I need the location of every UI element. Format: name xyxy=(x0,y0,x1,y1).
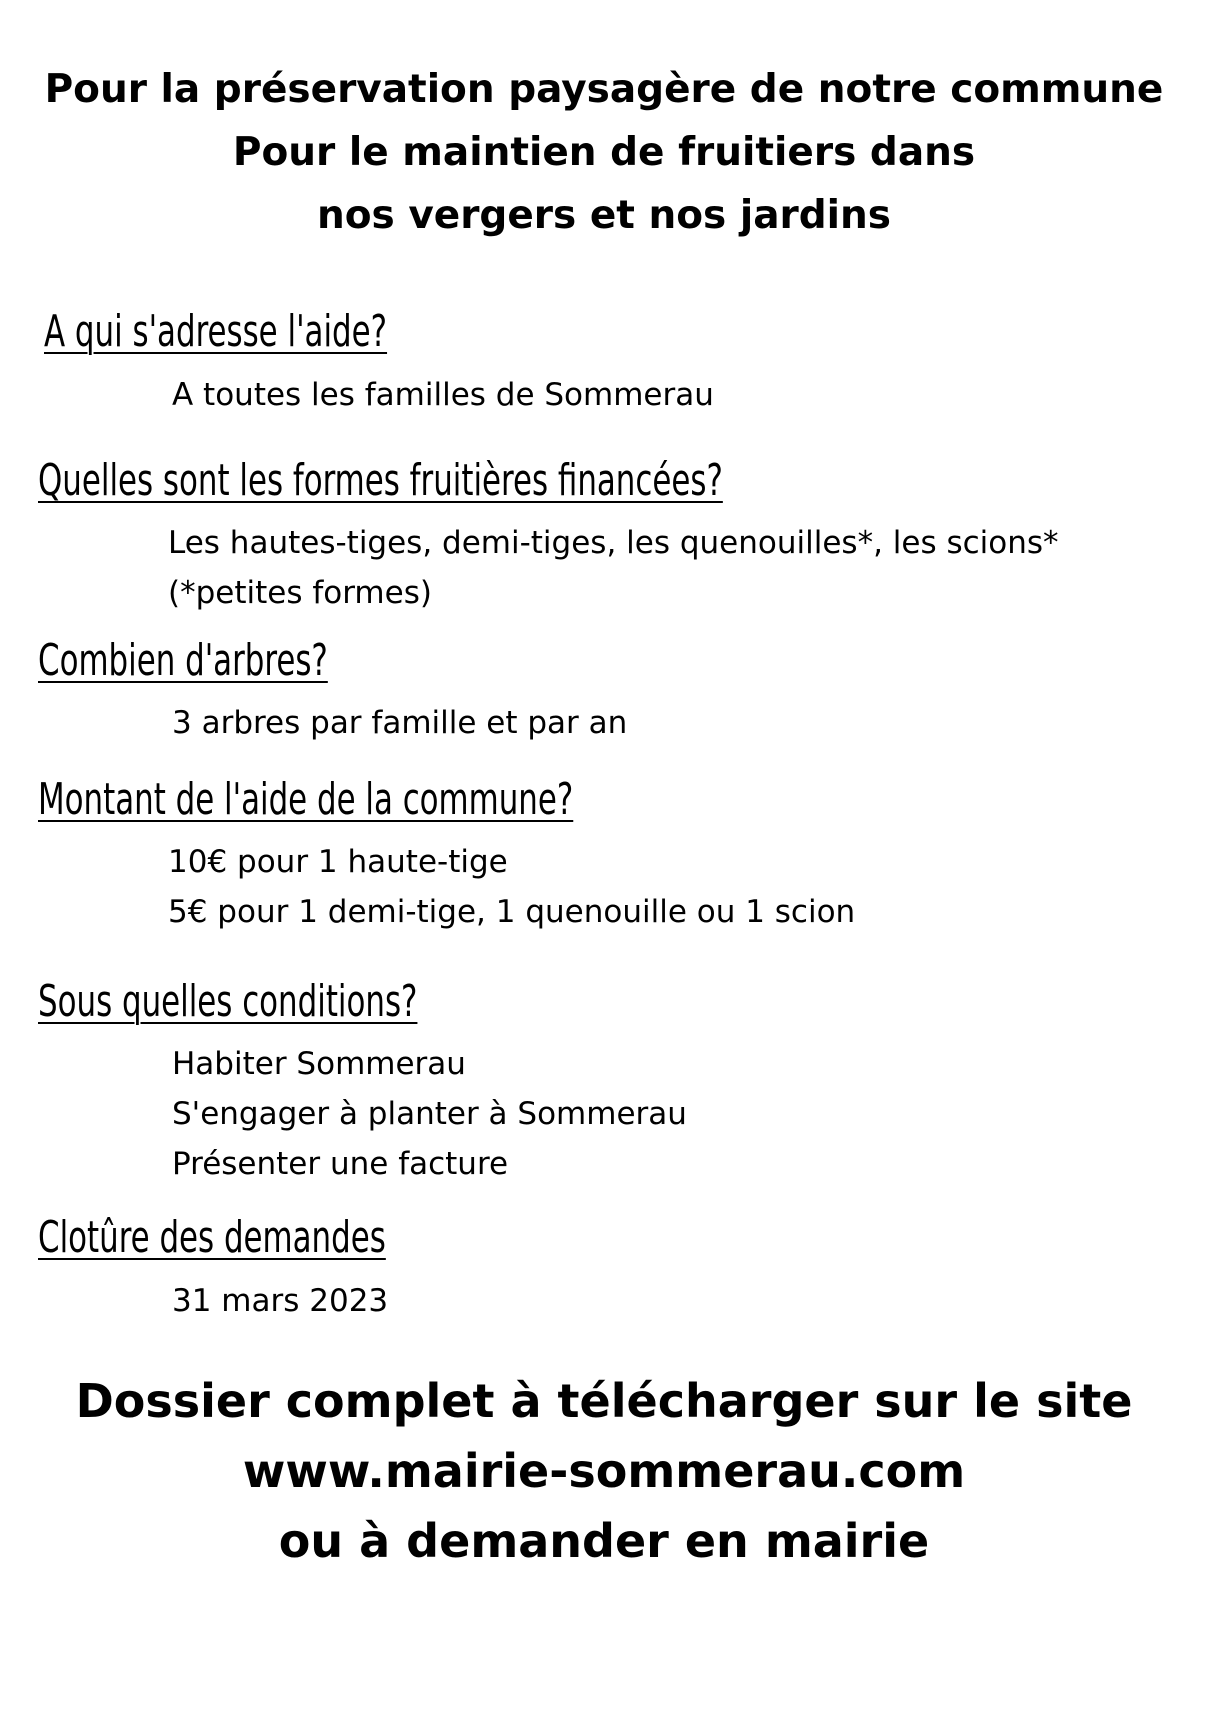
heading-forms: Quelles sont les formes fruitières financées? xyxy=(38,455,723,506)
footer-url: www.mairie-sommerau.com xyxy=(242,1444,966,1498)
heading-conditions: Sous quelles conditions? xyxy=(38,976,418,1027)
title-line-3: nos vergers et nos jardins xyxy=(316,193,892,238)
footer xyxy=(0,1366,1208,1576)
conditions-text-2: S'engager à planter à Sommerau xyxy=(172,1096,687,1132)
deadline-text: 31 mars 2023 xyxy=(172,1283,389,1319)
conditions-text-3: Présenter une facture xyxy=(172,1146,509,1182)
page-title xyxy=(0,58,1208,247)
heading-count: Combien d'arbres? xyxy=(38,635,328,686)
forms-text-2: (*petites formes) xyxy=(168,575,432,611)
footer-line-3: ou à demander en mairie xyxy=(278,1514,930,1568)
heading-amount: Montant de l'aide de la commune? xyxy=(38,774,574,825)
amount-text-1: 10€ pour 1 haute-tige xyxy=(168,844,508,880)
count-text: 3 arbres par famille et par an xyxy=(172,705,628,741)
footer-line-1: Dossier complet à télécharger sur le site xyxy=(75,1374,1133,1428)
amount-text-2: 5€ pour 1 demi-tige, 1 quenouille ou 1 scion xyxy=(168,894,856,930)
heading-who: A qui s'adresse l'aide? xyxy=(44,306,388,357)
title-line-1: Pour la préservation paysagère de notre commune xyxy=(44,67,1164,112)
title-line-2: Pour le maintien de fruitiers dans xyxy=(232,130,976,175)
who-text: A toutes les familles de Sommerau xyxy=(172,377,714,413)
forms-text-1: Les hautes-tiges, demi-tiges, les quenouilles*, les scions* xyxy=(168,525,1059,561)
heading-deadline: Clotûre des demandes xyxy=(38,1212,386,1263)
conditions-text-1: Habiter Sommerau xyxy=(172,1046,466,1082)
